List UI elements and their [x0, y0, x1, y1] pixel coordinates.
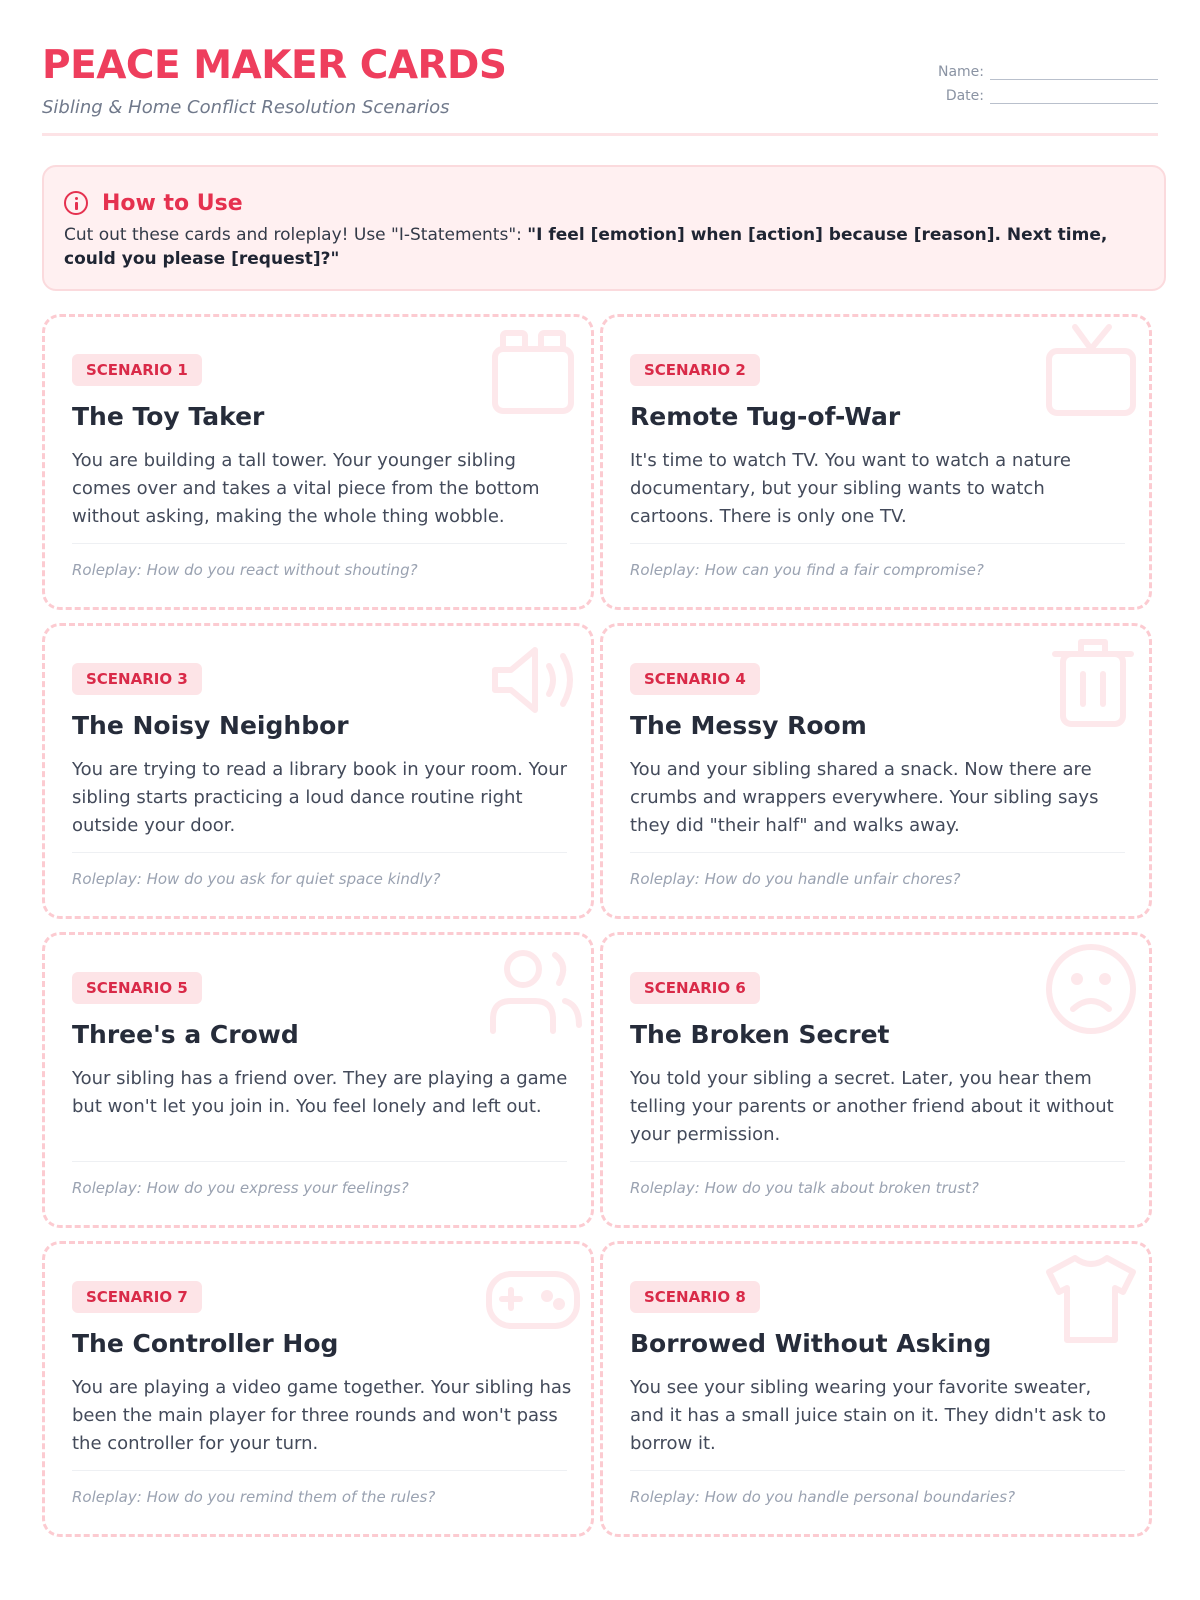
scenario-badge: SCENARIO 8	[630, 1281, 760, 1313]
scenario-description: You are building a tall tower. Your younger sibling comes over and takes a vital piece from the bottom without asking, making the whole thing wobble.	[72, 450, 540, 527]
scenario-badge: SCENARIO 4	[630, 663, 760, 695]
card-divider	[630, 1470, 1125, 1471]
scenario-badge: SCENARIO 5	[72, 972, 202, 1004]
trash-icon	[1041, 630, 1141, 730]
toy-blocks-icon	[483, 321, 583, 421]
roleplay-prompt: Roleplay: How do you react without shouting?	[72, 561, 418, 579]
scenario-title: Three's a Crowd	[72, 1020, 299, 1049]
i-statement-template: "I feel [emotion] when [action] because [reason]. Next time, could you please [request]?"	[64, 225, 1108, 269]
how-to-use-title: How to Use	[102, 190, 243, 216]
card-divider	[630, 1161, 1125, 1162]
name-date-fields	[926, 56, 1158, 104]
card-divider	[72, 1470, 567, 1471]
scenario-description: You told your sibling a secret. Later, you hear them telling your parents or another friend about it without your permission.	[630, 1068, 1114, 1145]
page-header	[42, 0, 1158, 136]
scenario-badge: SCENARIO 1	[72, 354, 202, 386]
speaker-icon	[483, 630, 583, 730]
how-to-use-text	[64, 223, 1144, 271]
shirt-icon	[1041, 1248, 1141, 1348]
name-label: Name:	[937, 64, 984, 80]
scenario-title: Remote Tug-of-War	[630, 402, 901, 431]
card-divider	[72, 1161, 567, 1162]
roleplay-prompt: Roleplay: How do you remind them of the rules?	[72, 1488, 436, 1506]
tv-icon	[1041, 321, 1141, 421]
scenario-card-4[interactable]	[600, 623, 1152, 919]
scenario-card-8[interactable]	[600, 1241, 1152, 1537]
scenario-card-5[interactable]	[42, 932, 594, 1228]
scenario-description: You see your sibling wearing your favorite sweater, and it has a small juice stain on it. They didn't ask to borrow it.	[630, 1377, 1107, 1454]
scenario-title: The Broken Secret	[630, 1020, 890, 1049]
scenario-description: You are playing a video game together. Your sibling has been the main player for three rounds and won't pass the controller for your turn.	[72, 1377, 572, 1454]
roleplay-prompt: Roleplay: How do you handle unfair chores?	[630, 870, 961, 888]
scenario-description: You and your sibling shared a snack. Now there are crumbs and wrappers everywhere. Your sibling says they did "their half" and walks away.	[630, 759, 1099, 836]
scenario-description: Your sibling has a friend over. They are playing a game but won't let you join in. You feel lonely and left out.	[72, 1068, 568, 1117]
scenario-title: The Toy Taker	[72, 402, 265, 431]
how-to-use-instructions: Cut out these cards and roleplay! Use "I-Statements":	[64, 225, 528, 245]
card-divider	[72, 543, 567, 544]
scenario-title: The Messy Room	[630, 711, 867, 740]
roleplay-prompt: Roleplay: How do you talk about broken trust?	[630, 1179, 979, 1197]
card-divider	[630, 543, 1125, 544]
scenario-card-3[interactable]	[42, 623, 594, 919]
how-to-use-box	[42, 165, 1166, 291]
roleplay-prompt: Roleplay: How do you express your feelings?	[72, 1179, 409, 1197]
name-line[interactable]	[990, 64, 1158, 80]
scenario-title: The Controller Hog	[72, 1329, 339, 1358]
card-divider	[72, 852, 567, 853]
scenario-badge: SCENARIO 2	[630, 354, 760, 386]
page-title: PEACE MAKER CARDS	[42, 43, 507, 88]
scenario-title: Borrowed Without Asking	[630, 1329, 992, 1358]
roleplay-prompt: Roleplay: How do you handle personal boundaries?	[630, 1488, 1016, 1506]
game-controller-icon	[483, 1248, 583, 1348]
scenario-card-7[interactable]	[42, 1241, 594, 1537]
scenario-badge: SCENARIO 6	[630, 972, 760, 1004]
users-icon	[483, 939, 583, 1039]
roleplay-prompt: Roleplay: How can you find a fair compromise?	[630, 561, 984, 579]
scenario-card-1[interactable]	[42, 314, 594, 610]
roleplay-prompt: Roleplay: How do you ask for quiet space kindly?	[72, 870, 441, 888]
how-to-use-header	[64, 189, 1144, 217]
scenario-card-2[interactable]	[600, 314, 1152, 610]
card-divider	[630, 852, 1125, 853]
scenario-card-6[interactable]	[600, 932, 1152, 1228]
scenario-description: You are trying to read a library book in your room. Your sibling starts practicing a loud dance routine right outside your door.	[72, 759, 568, 836]
info-icon	[64, 191, 88, 215]
date-field[interactable]	[926, 80, 1158, 104]
sad-face-icon	[1041, 939, 1141, 1039]
scenario-badge: SCENARIO 7	[72, 1281, 202, 1313]
scenario-description: It's time to watch TV. You want to watch a nature documentary, but your sibling wants to watch cartoons. There is only one TV.	[630, 450, 1071, 527]
scenario-title: The Noisy Neighbor	[72, 711, 349, 740]
name-field[interactable]	[926, 56, 1158, 80]
scenario-badge: SCENARIO 3	[72, 663, 202, 695]
page-subtitle: Sibling & Home Conflict Resolution Scenarios	[42, 97, 450, 118]
date-line[interactable]	[990, 88, 1158, 104]
date-label: Date:	[945, 88, 984, 104]
